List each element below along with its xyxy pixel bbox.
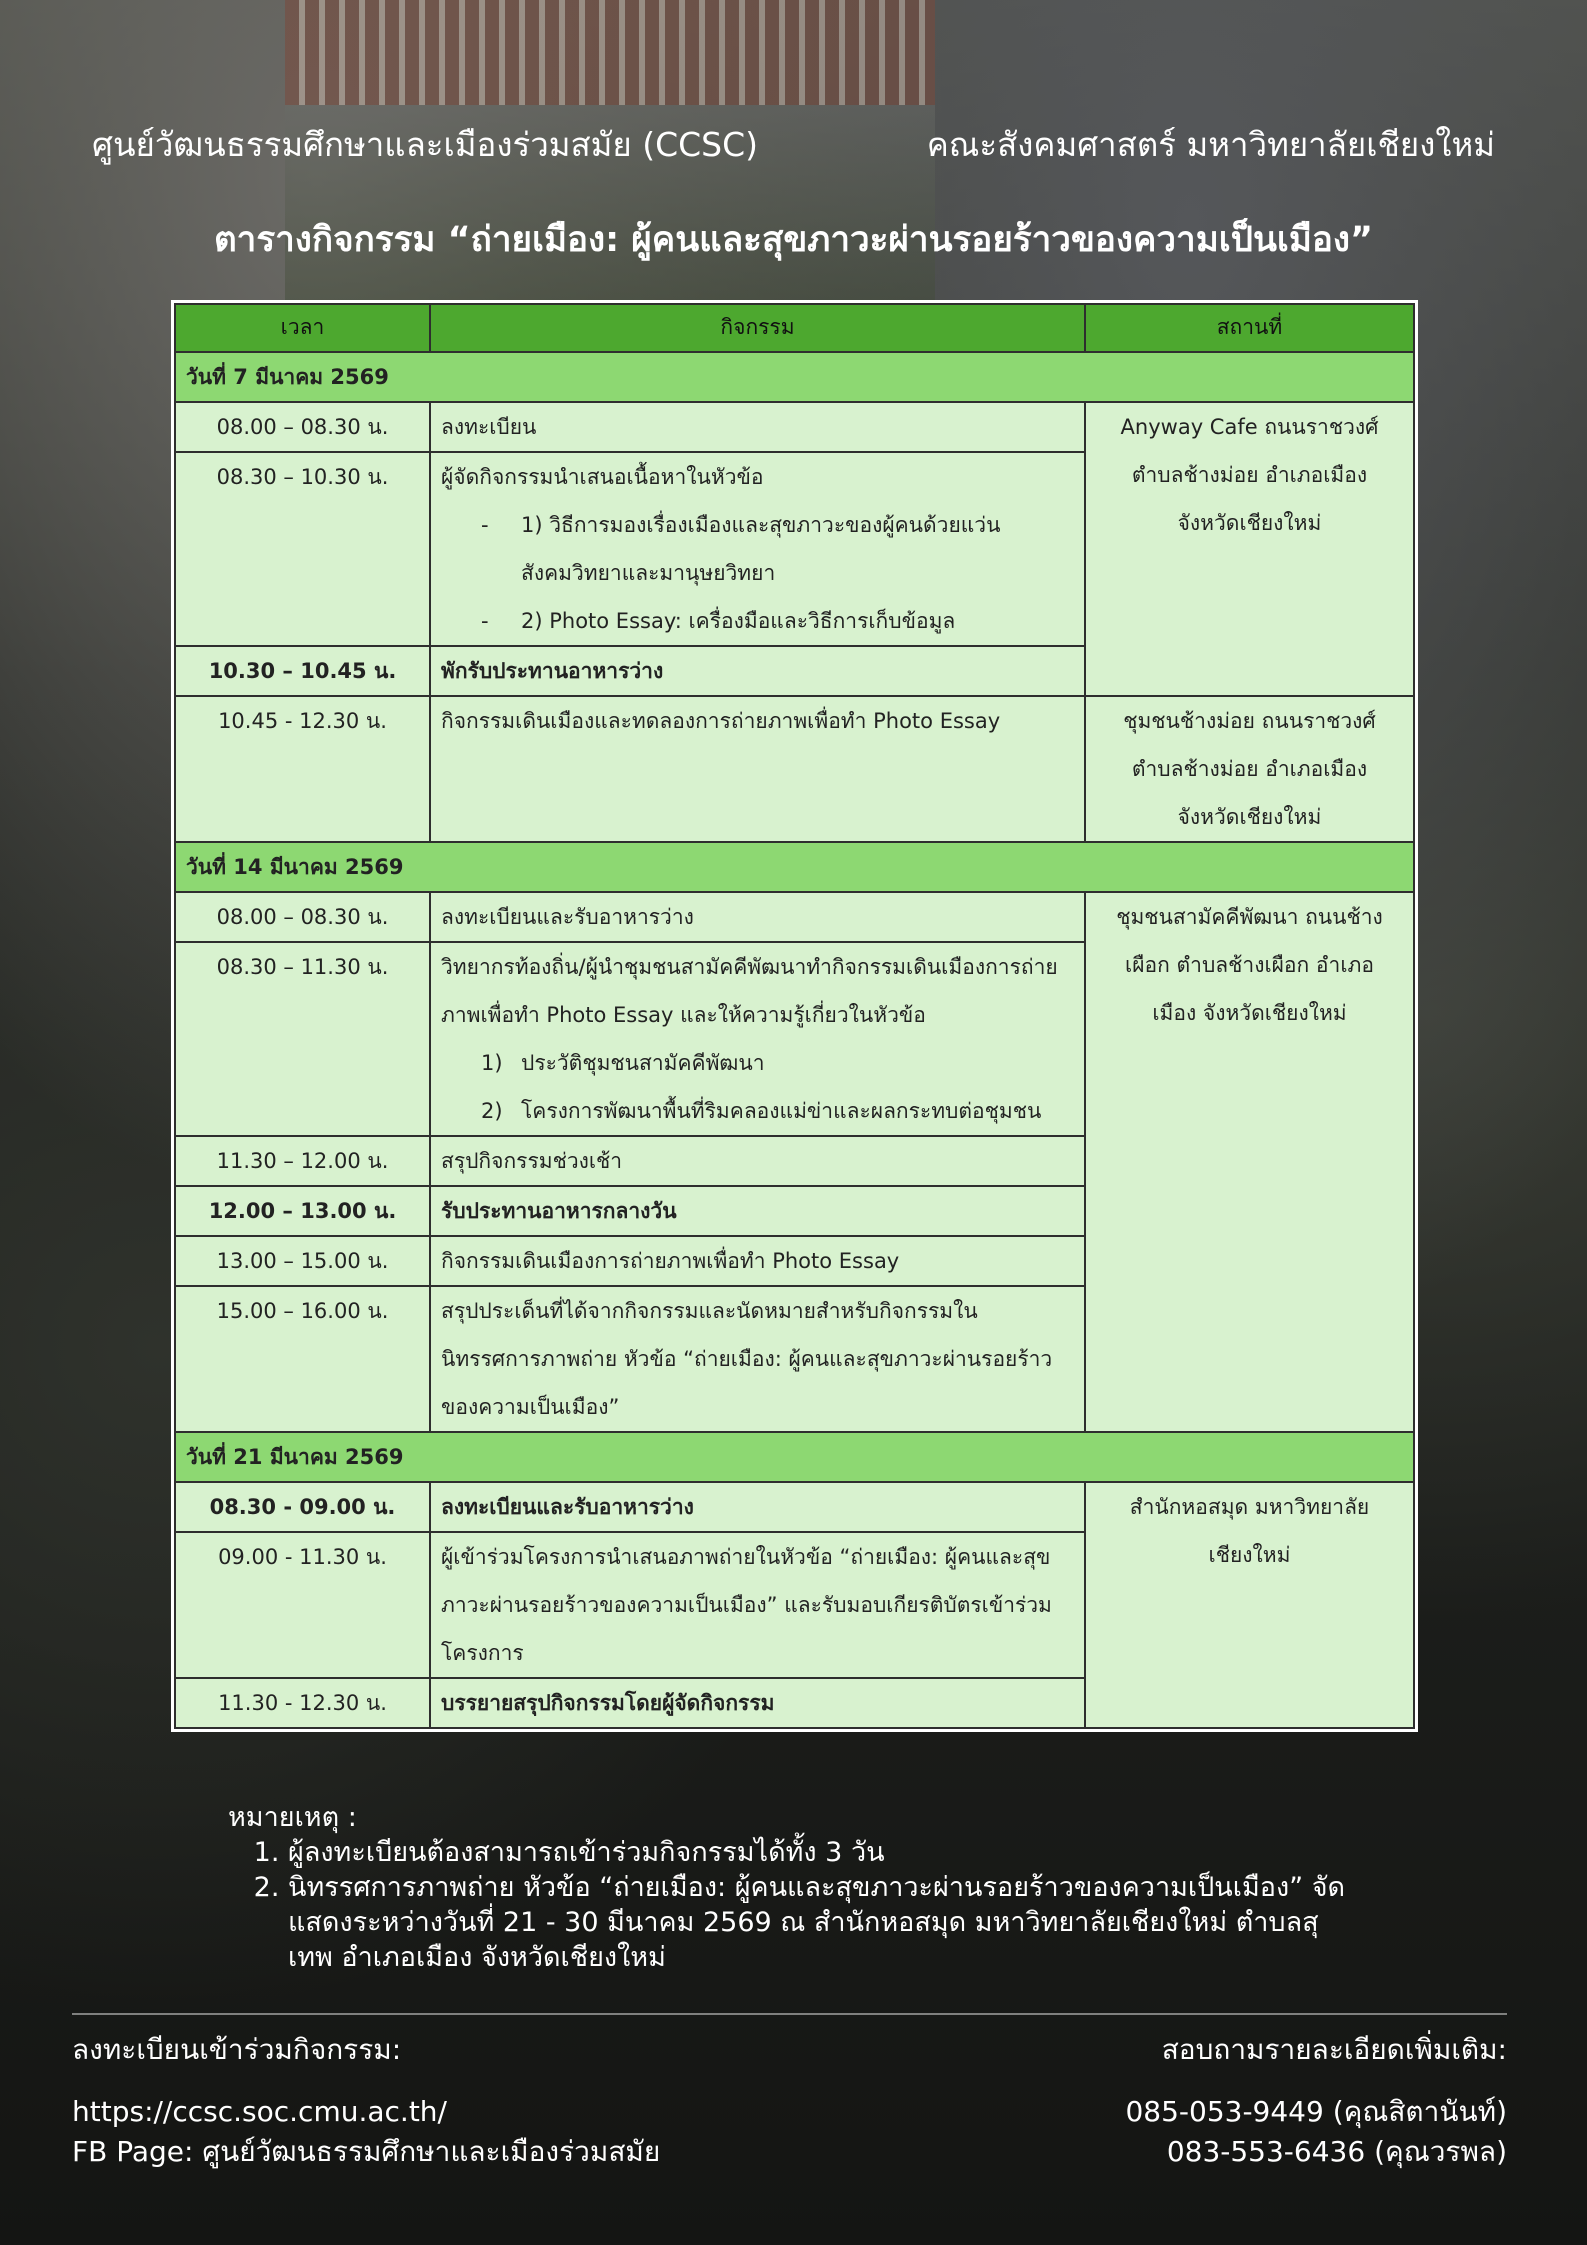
time-cell: 11.30 - 12.30 น. [175,1678,430,1728]
time-cell: 10.30 – 10.45 น. [175,646,430,696]
place-cell: Anyway Cafe ถนนราชวงศ์ ตำบลช้างม่อย อำเภอเมือง จังหวัดเชียงใหม่ [1085,402,1414,696]
activity-cell: ผู้เข้าร่วมโครงการนำเสนอภาพถ่ายในหัวข้อ “ถ่ายเมือง: ผู้คนและสุขภาวะผ่านรอยร้าวของความเป็นเมือง” และรับมอบเกียรติบัตรเข้าร่วมโครงการ [430,1532,1085,1678]
note-item: 1. ผู้ลงทะเบียนต้องสามารถเข้าร่วมกิจกรรมได้ทั้ง 3 วัน [288,1835,1358,1870]
activity-cell [430,452,1085,646]
page-header [92,118,1495,164]
list-item [441,1039,1074,1087]
list-item-text: โครงการพัฒนาพื้นที่ริมคลองแม่ข่าและผลกระทบต่อชุมชน [521,1099,1042,1123]
list-item: - 1) วิธีการมองเรื่องเมืองและสุขภาวะของผู้คนด้วยแว่นสังคมวิทยาและมานุษยวิทยา [441,501,1074,597]
time-cell: 12.00 – 13.00 น. [175,1186,430,1236]
table-row [175,1482,1414,1532]
schedule-table [174,303,1415,1729]
table-row [175,402,1414,452]
day-header: วันที่ 21 มีนาคม 2569 [175,1432,1414,1482]
list-item-text: ประวัติชุมชนสามัคคีพัฒนา [521,1051,765,1075]
list-marker: 2) [481,1099,503,1123]
time-cell: 09.00 - 11.30 น. [175,1532,430,1678]
activity-cell: พักรับประทานอาหารว่าง [430,646,1085,696]
footer-divider [72,2013,1507,2015]
time-cell: 08.00 – 08.30 น. [175,892,430,942]
activity-cell: สรุปประเด็นที่ได้จากกิจกรรมและนัดหมายสำหรับกิจกรรมในนิทรรศการภาพถ่าย หัวข้อ “ถ่ายเมือง: ผู้คนและสุขภาวะผ่านรอยร้าวของความเป็นเมือง” [430,1286,1085,1432]
time-cell: 10.45 - 12.30 น. [175,696,430,842]
background-building-facade [285,0,935,105]
table-row [175,696,1414,842]
time-cell: 08.00 – 08.30 น. [175,402,430,452]
header-faculty-name: คณะสังคมศาสตร์ มหาวิทยาลัยเชียงใหม่ [926,125,1495,164]
activity-cell [430,942,1085,1136]
list-item [441,1087,1074,1135]
website-link[interactable]: https://ccsc.soc.cmu.ac.th/ [72,2095,447,2128]
footer-contact [1125,2030,1507,2172]
day-header: วันที่ 7 มีนาคม 2569 [175,352,1414,402]
phone-contact-1: 085-053-9449 (คุณสิตานันท์) [1125,2095,1507,2128]
register-label: ลงทะเบียนเข้าร่วมกิจกรรม: [72,2033,402,2066]
place-cell: สำนักหอสมุด มหาวิทยาลัยเชียงใหม่ [1085,1482,1414,1728]
header-center-name: ศูนย์วัฒนธรรมศึกษาและเมืองร่วมสมัย (CCSC) [92,125,759,164]
footer-registration [72,2030,660,2172]
activity-text: วิทยากรท้องถิ่น/ผู้นำชุมชนสามัคคีพัฒนาทำกิจกรรมเดินเมืองการถ่ายภาพเพื่อทำ Photo Essay และให้ความรู้เกี่ยวในหัวข้อ [441,955,1058,1027]
place-cell: ชุมชนช้างม่อย ถนนราชวงศ์ ตำบลช้างม่อย อำเภอเมือง จังหวัดเชียงใหม่ [1085,696,1414,842]
time-cell: 08.30 – 11.30 น. [175,942,430,1136]
activity-cell: กิจกรรมเดินเมืองและทดลองการถ่ายภาพเพื่อทำ Photo Essay [430,696,1085,842]
list-item: - 2) Photo Essay: เครื่องมือและวิธีการเก็บข้อมูล [441,597,1074,645]
activity-cell: สรุปกิจกรรมช่วงเช้า [430,1136,1085,1186]
time-cell: 15.00 – 16.00 น. [175,1286,430,1432]
activity-cell: กิจกรรมเดินเมืองการถ่ายภาพเพื่อทำ Photo Essay [430,1236,1085,1286]
time-cell: 08.30 – 10.30 น. [175,452,430,646]
time-cell: 13.00 – 15.00 น. [175,1236,430,1286]
place-cell: ชุมชนสามัคคีพัฒนา ถนนช้างเผือก ตำบลช้างเผือก อำเภอเมือง จังหวัดเชียงใหม่ [1085,892,1414,1432]
activity-text: ผู้จัดกิจกรรมนำเสนอเนื้อหาในหัวข้อ [441,465,764,489]
activity-cell: บรรยายสรุปกิจกรรมโดยผู้จัดกิจกรรม [430,1678,1085,1728]
page-title: ตารางกิจกรรม “ถ่ายเมือง: ผู้คนและสุขภาวะผ่านรอยร้าวของความเป็นเมือง” [213,220,1374,260]
time-cell: 08.30 - 09.00 น. [175,1482,430,1532]
time-cell: 11.30 – 12.00 น. [175,1136,430,1186]
contact-label: สอบถามรายละเอียดเพิ่มเติม: [1161,2033,1507,2066]
activity-cell: ลงทะเบียนและรับอาหารว่าง [430,892,1085,942]
list-item-text: 2) Photo Essay: เครื่องมือและวิธีการเก็บข้อมูล [521,609,956,633]
phone-contact-2: 083-553-6436 (คุณวรพล) [1166,2135,1507,2168]
activity-cell: ลงทะเบียนและรับอาหารว่าง [430,1482,1085,1532]
list-item-text: 1) วิธีการมองเรื่องเมืองและสุขภาวะของผู้คนด้วยแว่นสังคมวิทยาและมานุษยวิทยา [521,513,1001,585]
notes-list [228,1835,1358,1975]
notes-section [228,1800,1358,1975]
day-header: วันที่ 14 มีนาคม 2569 [175,842,1414,892]
table-row [175,892,1414,942]
column-header-activity: กิจกรรม [430,304,1085,352]
column-header-time: เวลา [175,304,430,352]
table-header-row [175,304,1414,352]
activity-cell: ลงทะเบียน [430,402,1085,452]
facebook-page: FB Page: ศูนย์วัฒนธรรมศึกษาและเมืองร่วมสมัย [72,2135,661,2168]
column-header-place: สถานที่ [1085,304,1414,352]
activity-cell: รับประทานอาหารกลางวัน [430,1186,1085,1236]
note-item: 2. นิทรรศการภาพถ่าย หัวข้อ “ถ่ายเมือง: ผู้คนและสุขภาวะผ่านรอยร้าวของความเป็นเมือง” จัดแสดงระหว่างวันที่ 21 - 30 มีนาคม 2569 ณ สำนักหอสมุด มหาวิทยาลัยเชียงใหม่ ตำบลสุเทพ อำเภอเมือง จังหวัดเชียงใหม่ [288,1870,1358,1975]
notes-heading: หมายเหตุ : [228,1802,357,1833]
list-marker: 1) [481,1051,503,1075]
